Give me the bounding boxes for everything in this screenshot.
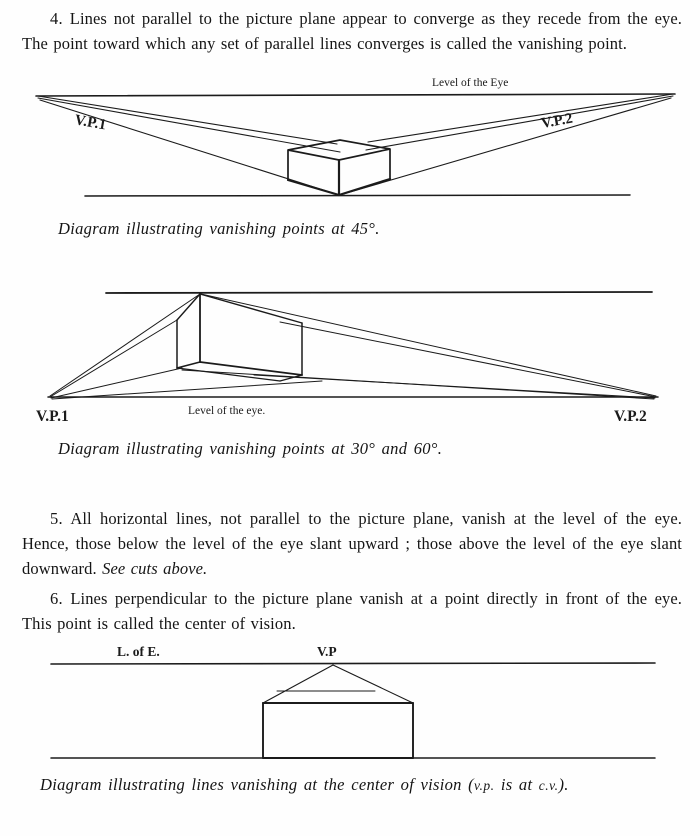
horizon-line	[36, 94, 675, 96]
horizon-label: Level of the Eye	[432, 77, 509, 89]
paragraph-4-text: Lines not parallel to the picture plane appear to converge as they recede from the eye. The point toward which any set of parallel lines converges is called the vanishing point.	[22, 9, 682, 53]
figure-center-of-vision	[45, 645, 660, 765]
figure-3-caption-cv: c.v.	[538, 778, 559, 793]
paragraph-5-text: All horizontal lines, not parallel to the picture plane, vanish at the level of the eye. Hence, those below the level of the eye slant upward ; those above the level of the eye slant downward.	[22, 509, 682, 578]
level-of-eye-label: L. of E.	[117, 644, 160, 659]
figure-1-caption: Diagram illustrating vanishing points at 45°.	[58, 219, 380, 238]
paragraph-5-see-cuts-above: See cuts above.	[102, 559, 208, 578]
vp2-floor-ray	[182, 370, 654, 399]
paragraph-4	[22, 6, 682, 56]
horizon-label: Level of the eye.	[188, 405, 266, 417]
figure-2-caption: Diagram illustrating vanishing points at 30° and 60°.	[58, 439, 443, 458]
horizon-line	[51, 663, 655, 664]
figure-3-caption	[40, 772, 690, 799]
paragraph-4-number: 4.	[50, 9, 63, 28]
ground-line	[85, 195, 630, 196]
vp2-upper-convergence-line	[368, 94, 673, 142]
vp2-label: V.P.2	[614, 408, 647, 425]
cube-top-face	[288, 140, 390, 160]
vp2-upper-ray	[201, 294, 656, 396]
vp2-label: V.P.2	[539, 110, 574, 132]
paragraph-5-number: 5.	[50, 509, 63, 528]
box-bottom-left-edge	[177, 362, 200, 368]
paragraph-5	[22, 506, 682, 581]
right-receding-line	[333, 665, 413, 703]
paragraph-6-number: 6.	[50, 589, 63, 608]
figure-3-caption-end: ).	[558, 775, 569, 794]
vp1-label: V.P.1	[36, 408, 69, 425]
figure-30-60-degree-vanishing-points	[22, 280, 682, 430]
figure-3-caption-mid: is at	[494, 775, 539, 794]
cube-bottom-left-edge	[288, 180, 339, 195]
paragraph-6	[22, 586, 682, 636]
figure-3-caption-vp: v.p.	[473, 778, 495, 793]
vanishing-point-label: V.P	[317, 644, 337, 659]
vp1-label: V.P.1	[73, 112, 108, 134]
box-top-right-edge	[200, 294, 302, 323]
left-receding-line	[263, 665, 333, 703]
vp1-box-top-ray	[50, 320, 177, 397]
cube-bottom-right-edge	[339, 179, 390, 195]
upper-reference-line	[106, 292, 652, 293]
vp2-box-top-ray	[280, 322, 656, 397]
figure-3-caption-part1: Diagram illustrating lines vanishing at the center of vision (	[40, 775, 474, 794]
paragraph-6-text: Lines perpendicular to the picture plane vanish at a point directly in front of the eye. This point is called the center of vision.	[22, 589, 682, 633]
figure-45-degree-vanishing-points	[30, 76, 680, 211]
vp2-lower-convergence-line	[340, 98, 671, 195]
vp1-box-bottom-ray	[51, 368, 182, 398]
